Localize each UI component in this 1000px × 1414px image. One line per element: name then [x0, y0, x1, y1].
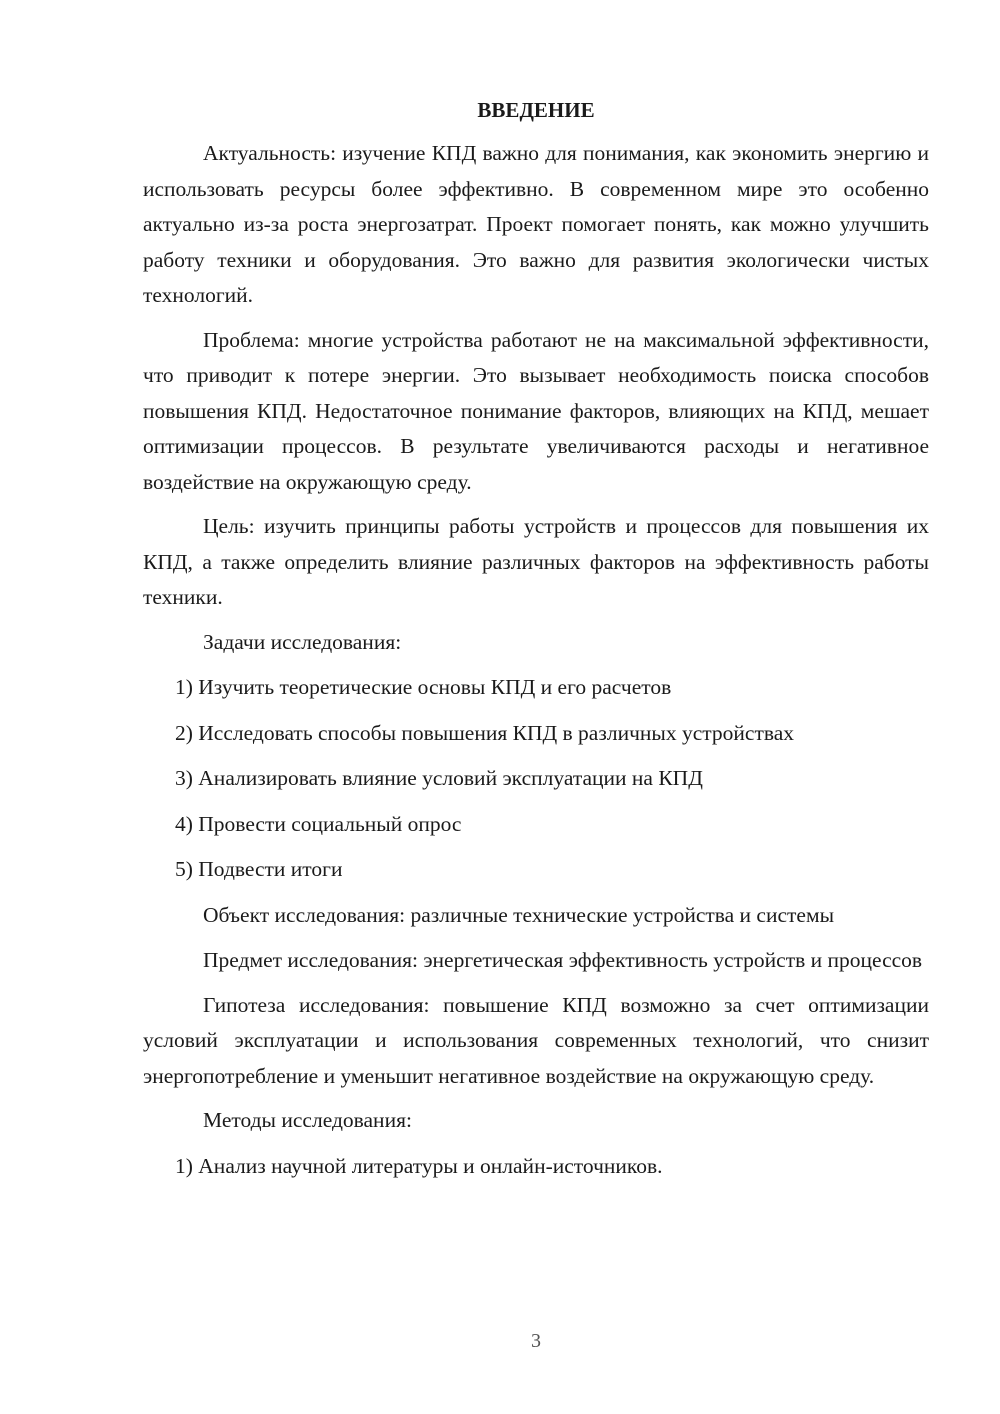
tasks-heading: Задачи исследования: — [203, 629, 402, 654]
hypothesis-paragraph: Гипотеза исследования: повышение КПД возможно за счет оптимизации условий эксплуатации и использования современных технологий, что снизит энергопотребление и уменьшит негативное воздействие на окружающую среду. — [143, 992, 929, 1088]
methods-heading: Методы исследования: — [203, 1108, 412, 1132]
methods-list — [143, 1149, 929, 1185]
goal-paragraph: Цель: изучить принципы работы устройств и процессов для повышения их КПД, а также определить влияние различных факторов на эффективность работы техники. — [143, 514, 929, 609]
tasks-list — [143, 670, 929, 888]
page-number: 3 — [531, 1330, 541, 1352]
relevance-paragraph: Актуальность: изучение КПД важно для понимания, как экономить энергию и использовать ресурсы более эффективно. В современном мире это особенно актуально из-за роста энергозатрат. Проект помогает понять, как можно улучшить работу техники и оборудования. Это важно для развития экологически чистых технологий. — [143, 141, 929, 307]
task-item-5: 5) Подвести итоги — [175, 857, 343, 881]
task-item-1: 1) Изучить теоретические основы КПД и его расчетов — [175, 675, 672, 699]
task-item-2: 2) Исследовать способы повышения КПД в различных устройствах — [175, 720, 795, 745]
object-line: Объект исследования: различные технические устройства и системы — [203, 902, 835, 927]
section-title: ВВЕДЕНИЕ — [477, 98, 595, 122]
problem-paragraph: Проблема: многие устройства работают не на максимальной эффективности, что приводит к потере энергии. Это вызывает необходимость поиска способов повышения КПД. Недостаточное понимание факторов, влияющих на КПД, мешает оптимизации процессов. В результате увеличиваются расходы и негативное воздействие на окружающую среду. — [143, 327, 929, 494]
method-item-1: 1) Анализ научной литературы и онлайн-источников. — [175, 1153, 663, 1178]
task-item-3: 3) Анализировать влияние условий эксплуатации на КПД — [175, 766, 703, 790]
page-content — [143, 94, 929, 1194]
subject-paragraph: Предмет исследования: энергетическая эффективность устройств и процессов — [203, 948, 923, 972]
task-item-4: 4) Провести социальный опрос — [175, 811, 462, 836]
